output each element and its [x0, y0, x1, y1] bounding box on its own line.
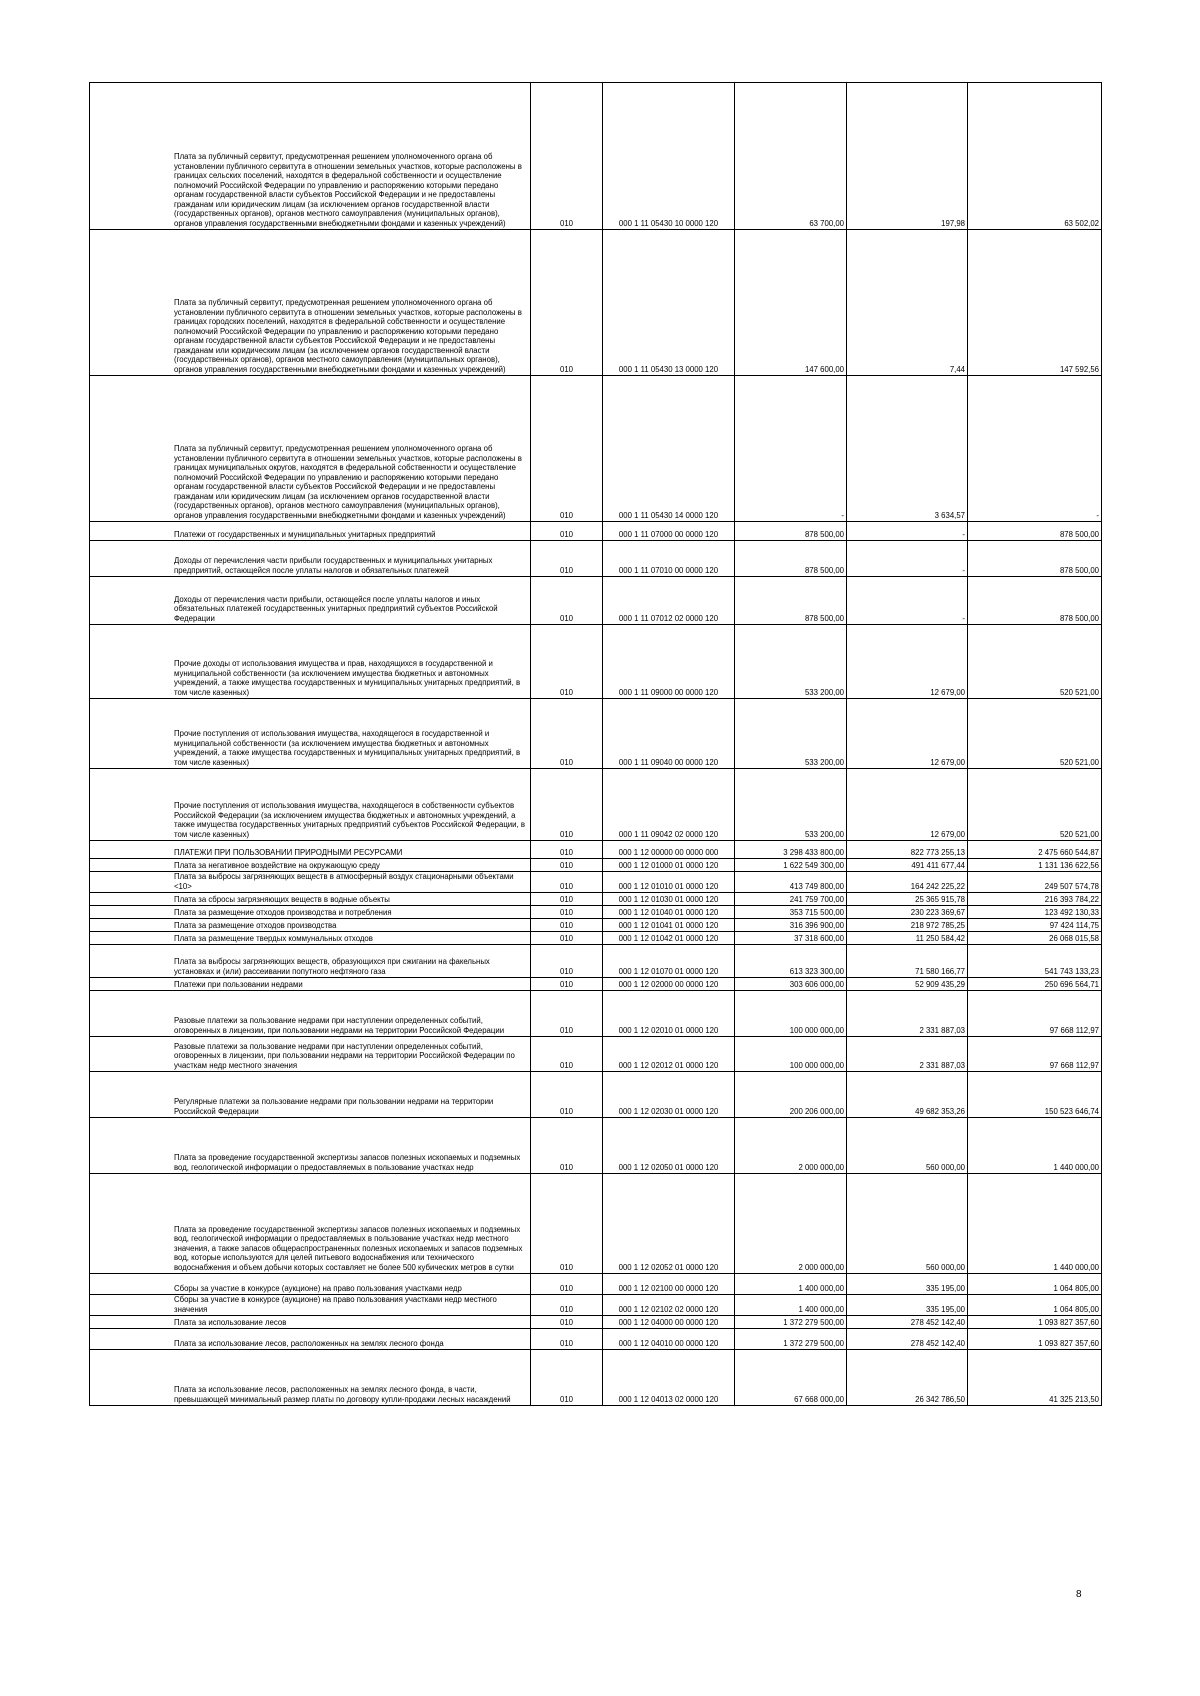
- row-kbk-cell: 000 1 12 02000 00 0000 120: [603, 978, 735, 991]
- row-executed-cell: 822 773 255,13: [847, 841, 968, 859]
- row-executed-cell: 7,44: [847, 230, 968, 376]
- row-name-cell: Плата за использование лесов: [90, 1316, 531, 1329]
- row-kbk-cell: 000 1 12 01070 01 0000 120: [603, 945, 735, 978]
- row-executed-cell: 12 679,00: [847, 625, 968, 699]
- row-name-cell: Плата за проведение государственной экспертизы запасов полезных ископаемых и подземных вод, геологической информации о предоставляемых в пользование участках недр: [90, 1118, 531, 1174]
- page-number: 8: [1076, 1589, 1082, 1600]
- row-unexecuted-cell: 878 500,00: [968, 541, 1102, 577]
- row-kbk-cell: 000 1 12 01042 01 0000 120: [603, 932, 735, 945]
- row-kbk-cell: 000 1 12 02010 01 0000 120: [603, 991, 735, 1037]
- row-unexecuted-cell: 878 500,00: [968, 577, 1102, 625]
- table-row: [90, 625, 1102, 699]
- table-row: [90, 859, 1102, 872]
- row-name-cell: Сборы за участие в конкурсе (аукционе) на право пользования участками недр местного значения: [90, 1295, 531, 1316]
- row-name-cell: Плата за использование лесов, расположенных на землях лесного фонда: [90, 1329, 531, 1350]
- row-code-cell: 010: [531, 699, 603, 769]
- row-executed-cell: 197,98: [847, 83, 968, 230]
- row-code-cell: 010: [531, 919, 603, 932]
- row-unexecuted-cell: 2 475 660 544,87: [968, 841, 1102, 859]
- revenue-table: [89, 82, 1102, 1406]
- row-approved-cell: 63 700,00: [735, 83, 847, 230]
- row-approved-cell: 353 715 500,00: [735, 906, 847, 919]
- row-executed-cell: -: [847, 522, 968, 541]
- table-row: [90, 893, 1102, 906]
- row-code-cell: 010: [531, 841, 603, 859]
- table-row: [90, 1295, 1102, 1316]
- row-approved-cell: 1 622 549 300,00: [735, 859, 847, 872]
- row-executed-cell: -: [847, 541, 968, 577]
- row-kbk-cell: 000 1 11 05430 10 0000 120: [603, 83, 735, 230]
- row-executed-cell: 11 250 584,42: [847, 932, 968, 945]
- row-unexecuted-cell: 97 424 114,75: [968, 919, 1102, 932]
- row-code-cell: 010: [531, 932, 603, 945]
- row-executed-cell: 2 331 887,03: [847, 1037, 968, 1072]
- row-kbk-cell: 000 1 12 02012 01 0000 120: [603, 1037, 735, 1072]
- row-approved-cell: 241 759 700,00: [735, 893, 847, 906]
- row-name-cell: Доходы от перечисления части прибыли государственных и муниципальных унитарных предприятий, остающейся после уплаты налогов и обязательных платежей: [90, 541, 531, 577]
- row-unexecuted-cell: 520 521,00: [968, 769, 1102, 841]
- row-name-cell: Разовые платежи за пользование недрами при наступлении определенных событий, оговоренных в лицензии, при пользовании недрами на территории Российской Федерации по участкам недр местного значения: [90, 1037, 531, 1072]
- row-unexecuted-cell: 97 668 112,97: [968, 1037, 1102, 1072]
- row-kbk-cell: 000 1 11 07012 02 0000 120: [603, 577, 735, 625]
- row-name-cell: ПЛАТЕЖИ ПРИ ПОЛЬЗОВАНИИ ПРИРОДНЫМИ РЕСУРСАМИ: [90, 841, 531, 859]
- row-kbk-cell: 000 1 11 05430 14 0000 120: [603, 376, 735, 522]
- row-kbk-cell: 000 1 12 01010 01 0000 120: [603, 872, 735, 893]
- row-approved-cell: 200 206 000,00: [735, 1072, 847, 1118]
- row-executed-cell: 3 634,57: [847, 376, 968, 522]
- row-approved-cell: 1 400 000,00: [735, 1274, 847, 1295]
- row-kbk-cell: 000 1 12 02050 01 0000 120: [603, 1118, 735, 1174]
- row-approved-cell: 1 372 279 500,00: [735, 1316, 847, 1329]
- row-unexecuted-cell: 26 068 015,58: [968, 932, 1102, 945]
- row-approved-cell: 533 200,00: [735, 625, 847, 699]
- row-executed-cell: 49 682 353,26: [847, 1072, 968, 1118]
- row-code-cell: 010: [531, 522, 603, 541]
- row-code-cell: 010: [531, 1316, 603, 1329]
- row-unexecuted-cell: 63 502,02: [968, 83, 1102, 230]
- table-row: [90, 932, 1102, 945]
- row-name-cell: Прочие доходы от использования имущества и прав, находящихся в государственной и муниципальной собственности (за исключением имущества бюджетных и автономных учреждений, а также имущества государственных и муниципальных унитарных предприятий, в том числе казенных): [90, 625, 531, 699]
- table-row: [90, 769, 1102, 841]
- row-kbk-cell: 000 1 12 01000 01 0000 120: [603, 859, 735, 872]
- row-code-cell: 010: [531, 83, 603, 230]
- row-approved-cell: 1 372 279 500,00: [735, 1329, 847, 1350]
- row-unexecuted-cell: 1 131 136 622,56: [968, 859, 1102, 872]
- row-code-cell: 010: [531, 893, 603, 906]
- table-row: [90, 906, 1102, 919]
- row-executed-cell: 335 195,00: [847, 1295, 968, 1316]
- row-executed-cell: 12 679,00: [847, 769, 968, 841]
- row-approved-cell: 3 298 433 800,00: [735, 841, 847, 859]
- row-kbk-cell: 000 1 11 09000 00 0000 120: [603, 625, 735, 699]
- row-unexecuted-cell: 520 521,00: [968, 625, 1102, 699]
- table-row: [90, 1037, 1102, 1072]
- row-code-cell: 010: [531, 1072, 603, 1118]
- row-kbk-cell: 000 1 12 01041 01 0000 120: [603, 919, 735, 932]
- row-name-cell: Плата за размещение отходов производства и потребления: [90, 906, 531, 919]
- row-kbk-cell: 000 1 12 02100 00 0000 120: [603, 1274, 735, 1295]
- row-approved-cell: 303 606 000,00: [735, 978, 847, 991]
- table-row: [90, 83, 1102, 230]
- row-approved-cell: 147 600,00: [735, 230, 847, 376]
- table-row: [90, 991, 1102, 1037]
- row-unexecuted-cell: 216 393 784,22: [968, 893, 1102, 906]
- row-unexecuted-cell: 41 325 213,50: [968, 1350, 1102, 1406]
- row-kbk-cell: 000 1 11 07010 00 0000 120: [603, 541, 735, 577]
- row-approved-cell: 67 668 000,00: [735, 1350, 847, 1406]
- row-name-cell: Плата за проведение государственной экспертизы запасов полезных ископаемых и подземных вод, геологической информации о предоставляемых в пользование участках недр местного значения, а также запасов общераспространенных полезных ископаемых и запасов подземных вод, которые используются для целей питьевого водоснабжения или технического водоснабжения и объем добычи которых составляет не более 500 кубических метров в сутки: [90, 1174, 531, 1274]
- row-kbk-cell: 000 1 12 00000 00 0000 000: [603, 841, 735, 859]
- row-unexecuted-cell: 1 093 827 357,60: [968, 1329, 1102, 1350]
- row-name-cell: Разовые платежи за пользование недрами при наступлении определенных событий, оговоренных в лицензии, при пользовании недрами на территории Российской Федерации: [90, 991, 531, 1037]
- table-row: [90, 699, 1102, 769]
- row-unexecuted-cell: 123 492 130,33: [968, 906, 1102, 919]
- row-name-cell: Плата за публичный сервитут, предусмотренная решением уполномоченного органа об установлении публичного сервитута в отношении земельных участков, которые расположены в границах муниципальных округов, находятся в федеральной собственности и осуществление полномочий Российской Федерации по управлению и распоряжению которыми передано органам государственной власти субъектов Российской Федерации и не предоставлены гражданам или юридическим лицам (за исключением органов государственной власти (государственных органов), органов местного самоуправления (муниципальных органов), органов управления государственными внебюджетными фондами и казенных учреждений): [90, 376, 531, 522]
- row-executed-cell: 230 223 369,67: [847, 906, 968, 919]
- row-executed-cell: 25 365 915,78: [847, 893, 968, 906]
- row-code-cell: 010: [531, 872, 603, 893]
- table-row: [90, 1316, 1102, 1329]
- row-kbk-cell: 000 1 12 02030 01 0000 120: [603, 1072, 735, 1118]
- row-approved-cell: 1 400 000,00: [735, 1295, 847, 1316]
- row-approved-cell: -: [735, 376, 847, 522]
- row-name-cell: Плата за выбросы загрязняющих веществ в атмосферный воздух стационарными объектами <10>: [90, 872, 531, 893]
- row-unexecuted-cell: 1 440 000,00: [968, 1174, 1102, 1274]
- row-unexecuted-cell: 97 668 112,97: [968, 991, 1102, 1037]
- table-row: [90, 230, 1102, 376]
- row-name-cell: Плата за сбросы загрязняющих веществ в водные объекты: [90, 893, 531, 906]
- row-code-cell: 010: [531, 1118, 603, 1174]
- row-name-cell: Плата за использование лесов, расположенных на землях лесного фонда, в части, превышающей минимальный размер платы по договору купли-продажи лесных насаждений: [90, 1350, 531, 1406]
- row-name-cell: Прочие поступления от использования имущества, находящегося в государственной и муниципальной собственности (за исключением имущества бюджетных и автономных учреждений, а также имущества государственных и муниципальных унитарных предприятий, в том числе казенных): [90, 699, 531, 769]
- row-code-cell: 010: [531, 1295, 603, 1316]
- row-kbk-cell: 000 1 12 02052 01 0000 120: [603, 1174, 735, 1274]
- row-unexecuted-cell: 147 592,56: [968, 230, 1102, 376]
- row-executed-cell: -: [847, 577, 968, 625]
- row-executed-cell: 2 331 887,03: [847, 991, 968, 1037]
- row-executed-cell: 164 242 225,22: [847, 872, 968, 893]
- row-approved-cell: 2 000 000,00: [735, 1174, 847, 1274]
- row-approved-cell: 533 200,00: [735, 699, 847, 769]
- row-code-cell: 010: [531, 1037, 603, 1072]
- row-code-cell: 010: [531, 1329, 603, 1350]
- row-name-cell: Плата за выбросы загрязняющих веществ, образующихся при сжигании на факельных установках и (или) рассеивании попутного нефтяного газа: [90, 945, 531, 978]
- row-executed-cell: 560 000,00: [847, 1118, 968, 1174]
- row-unexecuted-cell: 249 507 574,78: [968, 872, 1102, 893]
- row-unexecuted-cell: 1 093 827 357,60: [968, 1316, 1102, 1329]
- row-name-cell: Платежи при пользовании недрами: [90, 978, 531, 991]
- row-kbk-cell: 000 1 12 04013 02 0000 120: [603, 1350, 735, 1406]
- row-unexecuted-cell: 250 696 564,71: [968, 978, 1102, 991]
- row-executed-cell: 335 195,00: [847, 1274, 968, 1295]
- row-name-cell: Плата за негативное воздействие на окружающую среду: [90, 859, 531, 872]
- table-row: [90, 1329, 1102, 1350]
- row-name-cell: Платежи от государственных и муниципальных унитарных предприятий: [90, 522, 531, 541]
- row-code-cell: 010: [531, 1274, 603, 1295]
- row-code-cell: 010: [531, 376, 603, 522]
- row-executed-cell: 218 972 785,25: [847, 919, 968, 932]
- table-row: [90, 1072, 1102, 1118]
- row-name-cell: Регулярные платежи за пользование недрами при пользовании недрами на территории Российской Федерации: [90, 1072, 531, 1118]
- row-kbk-cell: 000 1 12 04000 00 0000 120: [603, 1316, 735, 1329]
- row-approved-cell: 100 000 000,00: [735, 991, 847, 1037]
- row-code-cell: 010: [531, 906, 603, 919]
- table-row: [90, 376, 1102, 522]
- row-approved-cell: 533 200,00: [735, 769, 847, 841]
- row-executed-cell: 278 452 142,40: [847, 1329, 968, 1350]
- row-code-cell: 010: [531, 625, 603, 699]
- row-name-cell: Плата за размещение твердых коммунальных отходов: [90, 932, 531, 945]
- row-code-cell: 010: [531, 991, 603, 1037]
- row-code-cell: 010: [531, 859, 603, 872]
- row-name-cell: Плата за публичный сервитут, предусмотренная решением уполномоченного органа об установлении публичного сервитута в отношении земельных участков, которые расположены в границах городских поселений, находятся в федеральной собственности и осуществление полномочий Российской Федерации по управлению и распоряжению которыми передано органам государственной власти субъектов Российской Федерации и не предоставлены гражданам или юридическим лицам (за исключением органов государственной власти (государственных органов), органов местного самоуправления (муниципальных органов), органов управления государственными внебюджетными фондами и казенных учреждений): [90, 230, 531, 376]
- row-unexecuted-cell: 1 064 805,00: [968, 1295, 1102, 1316]
- table-row: [90, 945, 1102, 978]
- row-approved-cell: 613 323 300,00: [735, 945, 847, 978]
- table-row: [90, 541, 1102, 577]
- row-approved-cell: 878 500,00: [735, 577, 847, 625]
- row-name-cell: Плата за публичный сервитут, предусмотренная решением уполномоченного органа об установлении публичного сервитута в отношении земельных участков, которые расположены в границах сельских поселений, находятся в федеральной собственности и осуществление полномочий Российской Федерации по управлению и распоряжению которыми передано органам государственной власти субъектов Российской Федерации и не предоставлены гражданам или юридическим лицам (за исключением органов государственной власти (государственных органов), органов местного самоуправления (муниципальных органов), органов управления государственными внебюджетными фондами и казенных учреждений): [90, 83, 531, 230]
- row-unexecuted-cell: 520 521,00: [968, 699, 1102, 769]
- row-approved-cell: 878 500,00: [735, 541, 847, 577]
- row-unexecuted-cell: 878 500,00: [968, 522, 1102, 541]
- row-unexecuted-cell: 1 064 805,00: [968, 1274, 1102, 1295]
- table-row: [90, 978, 1102, 991]
- row-code-cell: 010: [531, 978, 603, 991]
- table-row: [90, 522, 1102, 541]
- row-name-cell: Сборы за участие в конкурсе (аукционе) на право пользования участками недр: [90, 1274, 531, 1295]
- row-unexecuted-cell: -: [968, 376, 1102, 522]
- row-executed-cell: 560 000,00: [847, 1174, 968, 1274]
- row-approved-cell: 2 000 000,00: [735, 1118, 847, 1174]
- table-row: [90, 1350, 1102, 1406]
- row-executed-cell: 52 909 435,29: [847, 978, 968, 991]
- row-executed-cell: 12 679,00: [847, 699, 968, 769]
- row-code-cell: 010: [531, 577, 603, 625]
- row-kbk-cell: 000 1 12 01030 01 0000 120: [603, 893, 735, 906]
- table-row: [90, 577, 1102, 625]
- row-kbk-cell: 000 1 12 04010 00 0000 120: [603, 1329, 735, 1350]
- table-row: [90, 919, 1102, 932]
- row-approved-cell: 316 396 900,00: [735, 919, 847, 932]
- row-unexecuted-cell: 150 523 646,74: [968, 1072, 1102, 1118]
- row-kbk-cell: 000 1 12 01040 01 0000 120: [603, 906, 735, 919]
- row-executed-cell: 71 580 166,77: [847, 945, 968, 978]
- row-approved-cell: 37 318 600,00: [735, 932, 847, 945]
- row-code-cell: 010: [531, 230, 603, 376]
- row-approved-cell: 413 749 800,00: [735, 872, 847, 893]
- row-executed-cell: 278 452 142,40: [847, 1316, 968, 1329]
- row-approved-cell: 878 500,00: [735, 522, 847, 541]
- row-kbk-cell: 000 1 11 09042 02 0000 120: [603, 769, 735, 841]
- row-executed-cell: 26 342 786,50: [847, 1350, 968, 1406]
- row-code-cell: 010: [531, 1350, 603, 1406]
- table-row: [90, 872, 1102, 893]
- row-code-cell: 010: [531, 1174, 603, 1274]
- table-row: [90, 1118, 1102, 1174]
- row-code-cell: 010: [531, 541, 603, 577]
- row-kbk-cell: 000 1 11 05430 13 0000 120: [603, 230, 735, 376]
- row-kbk-cell: 000 1 12 02102 02 0000 120: [603, 1295, 735, 1316]
- row-unexecuted-cell: 541 743 133,23: [968, 945, 1102, 978]
- row-kbk-cell: 000 1 11 09040 00 0000 120: [603, 699, 735, 769]
- row-name-cell: Плата за размещение отходов производства: [90, 919, 531, 932]
- table-row: [90, 841, 1102, 859]
- table-row: [90, 1174, 1102, 1274]
- row-code-cell: 010: [531, 945, 603, 978]
- table-row: [90, 1274, 1102, 1295]
- row-unexecuted-cell: 1 440 000,00: [968, 1118, 1102, 1174]
- row-name-cell: Прочие поступления от использования имущества, находящегося в собственности субъектов Российской Федерации (за исключением имущества бюджетных и автономных учреждений, а также имущества государственных унитарных предприятий субъектов Российской Федерации, в том числе казенных): [90, 769, 531, 841]
- row-kbk-cell: 000 1 11 07000 00 0000 120: [603, 522, 735, 541]
- row-approved-cell: 100 000 000,00: [735, 1037, 847, 1072]
- row-executed-cell: 491 411 677,44: [847, 859, 968, 872]
- row-name-cell: Доходы от перечисления части прибыли, остающейся после уплаты налогов и иных обязательных платежей государственных унитарных предприятий субъектов Российской Федерации: [90, 577, 531, 625]
- row-code-cell: 010: [531, 769, 603, 841]
